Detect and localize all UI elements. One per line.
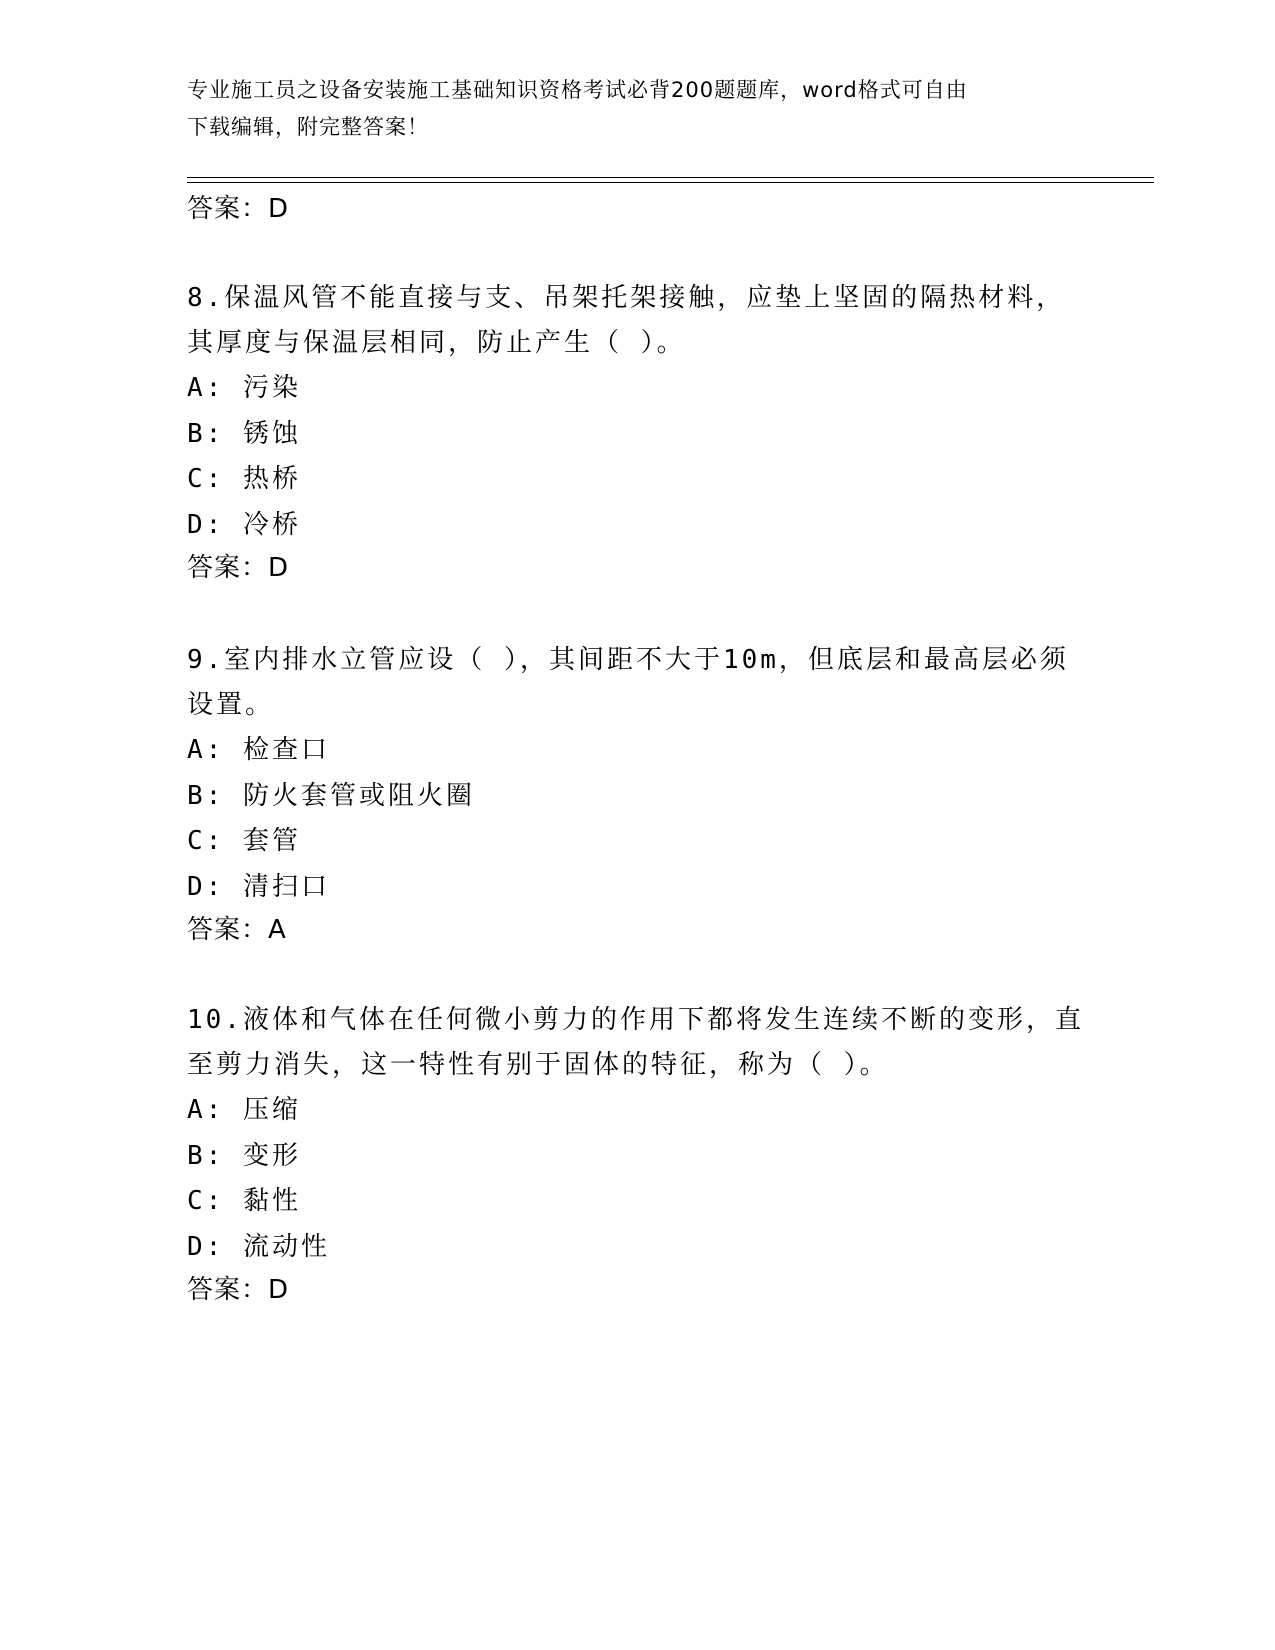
question-text-line: 8.保温风管不能直接与支、吊架托架接触，应垫上坚固的隔热材料， — [187, 283, 1066, 313]
option-c: C: 套管 — [187, 826, 301, 856]
option-c: C: 黏性 — [187, 1186, 301, 1216]
option-a: A: 污染 — [187, 373, 301, 403]
question-text-line: 10.液体和气体在任何微小剪力的作用下都将发生连续不断的变形，直 — [187, 1005, 1084, 1035]
option-d: D: 清扫口 — [187, 871, 330, 902]
header-divider-top — [187, 177, 1154, 178]
question-text-line: 9.室内排水立管应设（ ），其间距不大于10m，但底层和最高层必须 — [187, 645, 1069, 675]
question-text-line: 至剪力消失，这一特性有别于固体的特征，称为（ ）。 — [187, 1050, 889, 1080]
option-a: A: 压缩 — [187, 1095, 301, 1125]
option-c: C: 热桥 — [187, 464, 301, 494]
answer-label: 答案：D — [187, 1275, 290, 1305]
option-b: B: 变形 — [187, 1140, 301, 1171]
header-line-1: 专业施工员之设备安装施工基础知识资格考试必背200题题库，word格式可自由 — [187, 78, 968, 102]
option-a: A: 检查口 — [187, 735, 330, 765]
document-header — [187, 72, 1087, 146]
option-b: B: 锈蚀 — [187, 418, 301, 449]
option-b: B: 防火套管或阻火圈 — [187, 780, 475, 811]
answer-label: 答案：D — [187, 553, 290, 583]
question-text-line: 设置。 — [187, 690, 275, 720]
question-9 — [187, 638, 1087, 950]
question-10 — [187, 998, 1087, 1310]
option-d: D: 冷桥 — [187, 509, 301, 540]
previous-answer: 答案：D — [187, 194, 290, 224]
header-line-2: 下载编辑，附完整答案！ — [187, 115, 429, 139]
option-d: D: 流动性 — [187, 1231, 330, 1262]
header-divider-bottom — [187, 182, 1154, 183]
answer-label: 答案：A — [187, 915, 287, 945]
question-text-line: 其厚度与保温层相同，防止产生（ ）。 — [187, 328, 686, 358]
question-8 — [187, 276, 1087, 588]
